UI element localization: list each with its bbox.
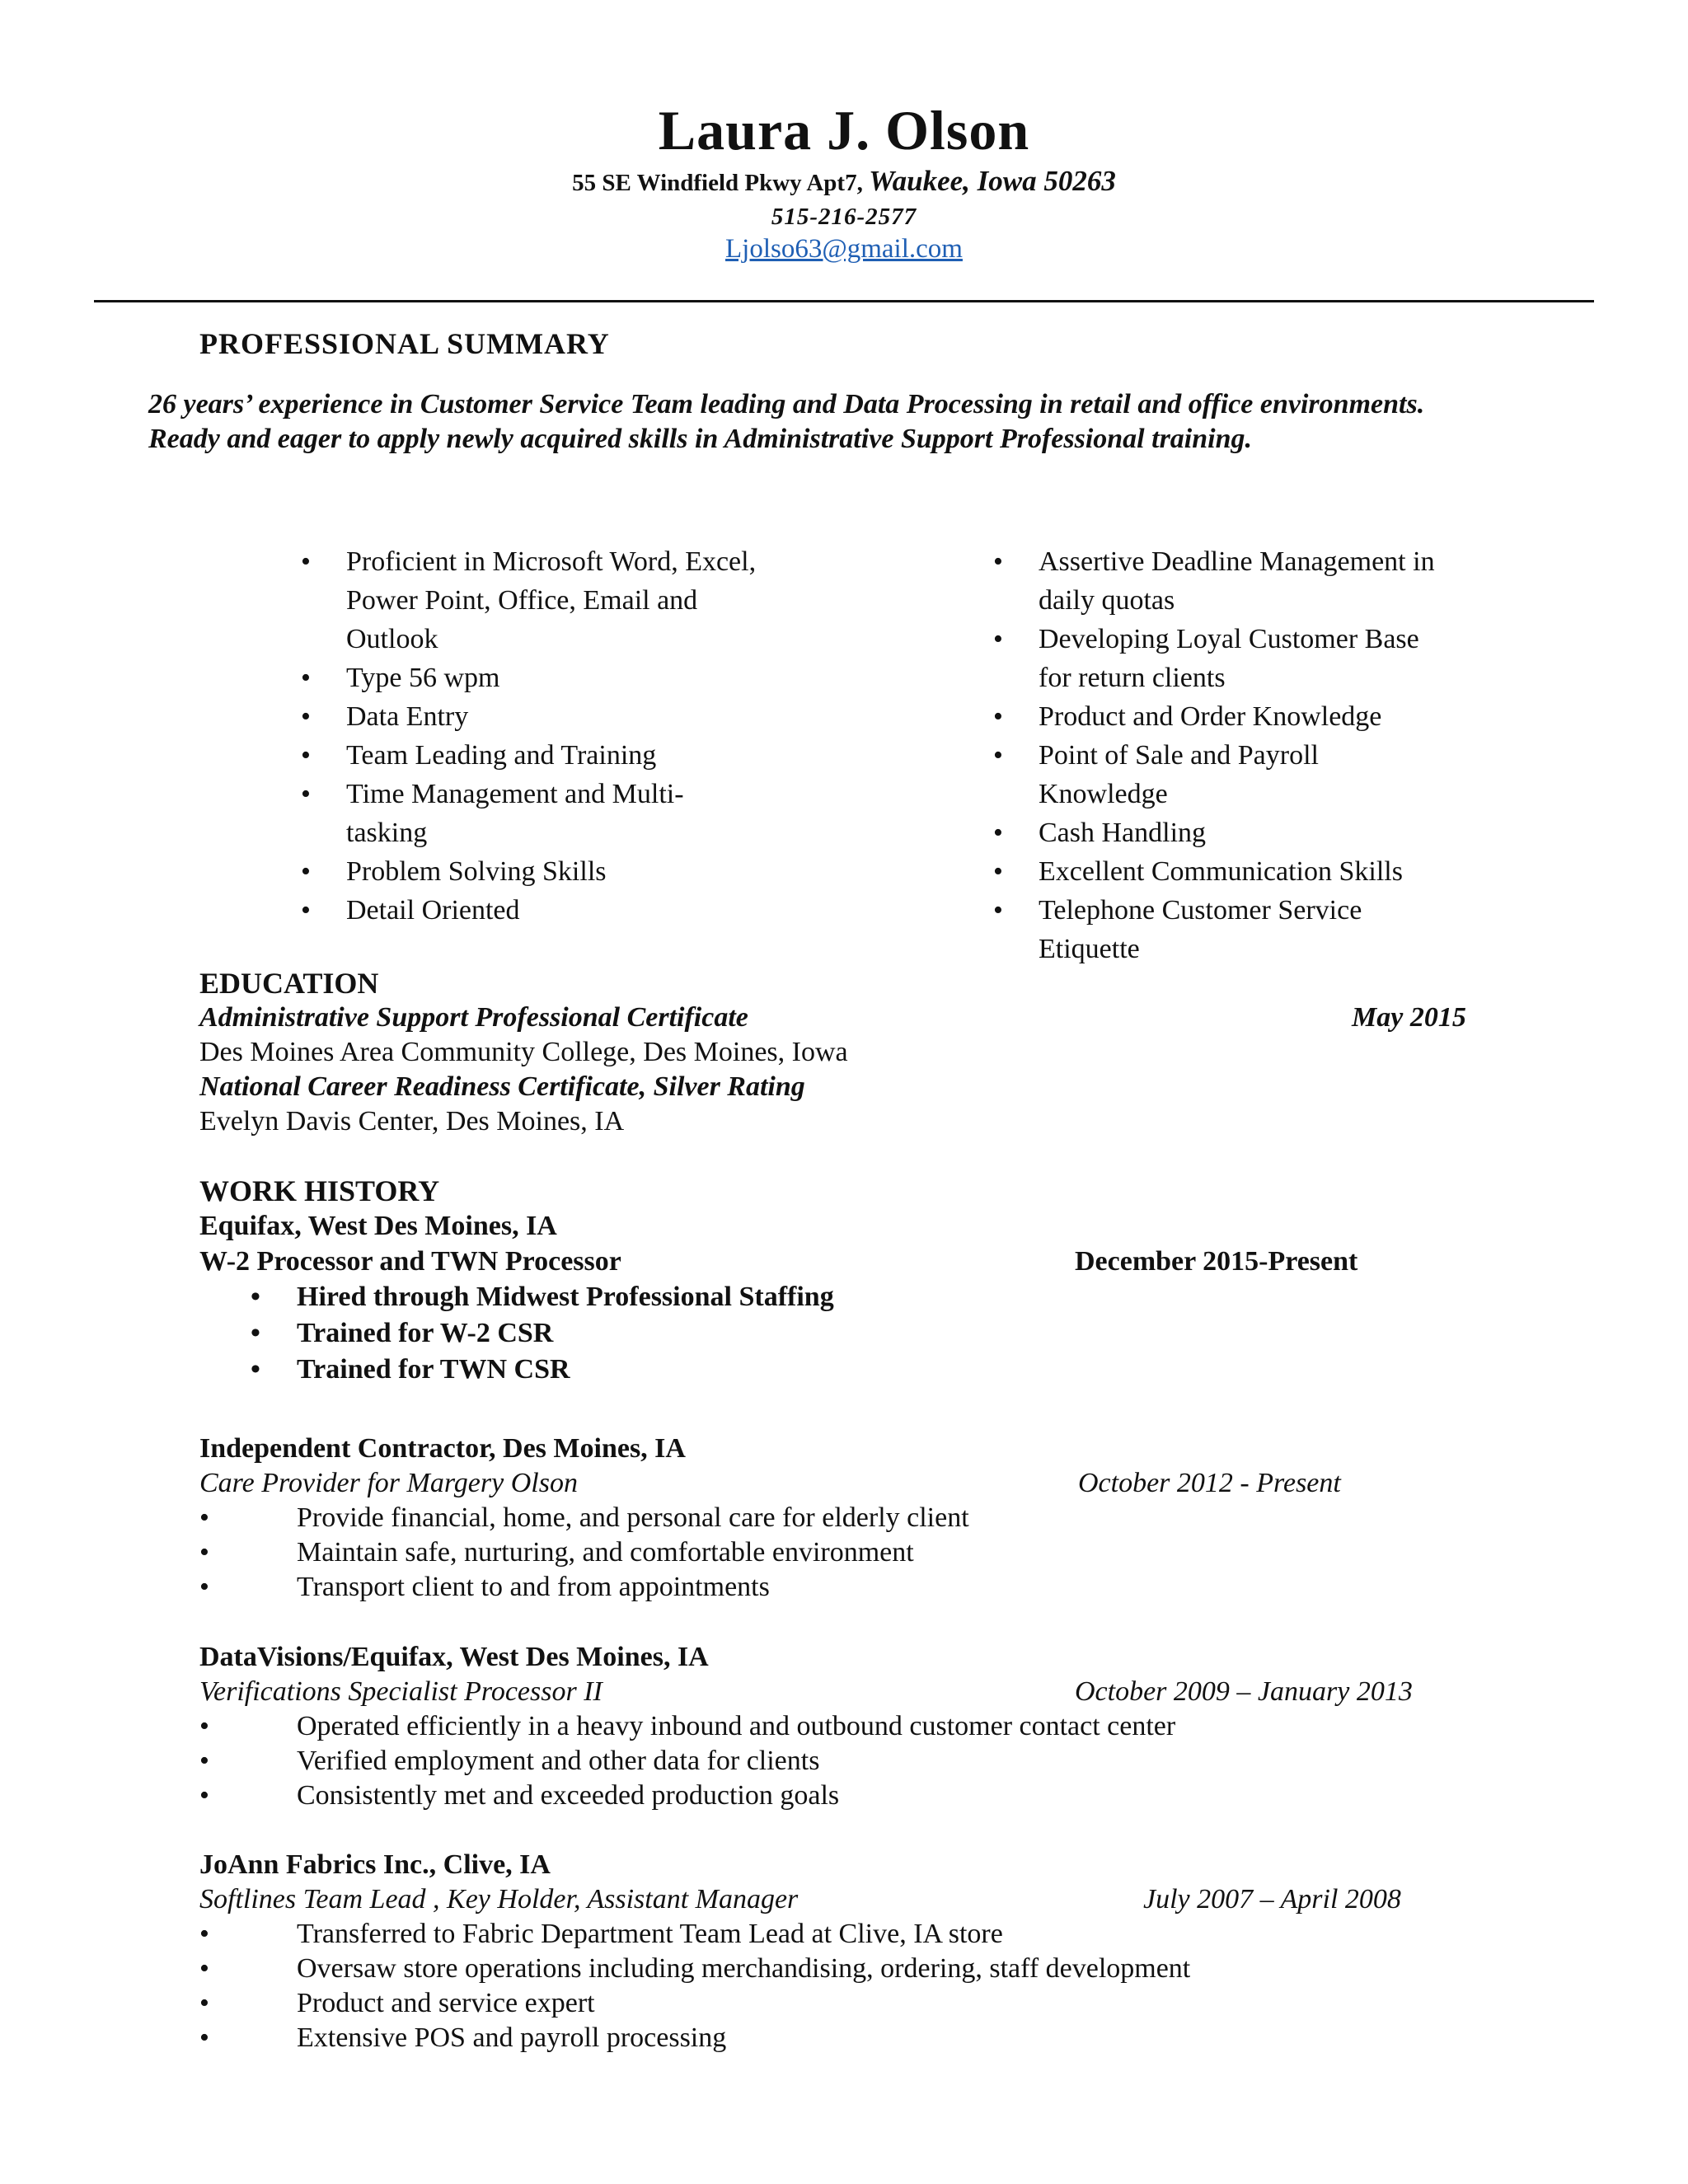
- skills-list-left: [301, 542, 857, 930]
- skill-text: Product and Order Knowledge: [1039, 701, 1382, 732]
- list-item: • Provide financial, home, and personal care for elderly client: [199, 1501, 1485, 1535]
- bullet-icon: •: [301, 701, 311, 732]
- city-state-zip: Waukee, Iowa 50263: [869, 165, 1116, 197]
- education-cert-1: Administrative Support Professional Certificate: [199, 1002, 748, 1033]
- bullet-icon: •: [199, 1502, 209, 1533]
- street-address: 55 SE Windfield Pkwy Apt7,: [572, 170, 863, 196]
- job-2-dates: October 2012 - Present: [1078, 1468, 1341, 1498]
- phone-number: 515-216-2577: [771, 204, 917, 230]
- bullet-icon: •: [199, 1537, 209, 1568]
- skill-text: Telephone Customer Service: [1039, 895, 1362, 926]
- list-item: • Transferred to Fabric Department Team Lead at Clive, IA store: [199, 1917, 1485, 1952]
- skill-text: Developing Loyal Customer Base: [1039, 624, 1419, 654]
- skill-text: Knowledge: [1039, 779, 1168, 809]
- education-cert-2: National Career Readiness Certificate, Silver Rating: [199, 1071, 805, 1102]
- bullet-icon: •: [993, 818, 1003, 848]
- job-1-bullets: [199, 1279, 1485, 1388]
- job-4-block: [199, 1847, 1485, 2055]
- address-line: [0, 163, 1688, 201]
- job-4-employer: JoAnn Fabrics Inc., Clive, IA: [199, 1849, 551, 1880]
- bullet-icon: •: [993, 895, 1003, 926]
- list-item: • Hired through Midwest Professional Staffing: [199, 1279, 1485, 1315]
- bullet-icon: •: [251, 1354, 260, 1385]
- email-link[interactable]: Ljolso63@gmail.com: [725, 234, 963, 264]
- skill-text: daily quotas: [1039, 585, 1175, 616]
- bullet-icon: •: [301, 895, 311, 926]
- list-item: • Operated efficiently in a heavy inbound and outbound customer contact center: [199, 1709, 1485, 1744]
- education-cert-1-date: May 2015: [1352, 1002, 1466, 1033]
- list-item: • Verified employment and other data for clients: [199, 1744, 1485, 1779]
- skill-text: Type 56 wpm: [346, 663, 500, 693]
- summary-line-1: 26 years’ experience in Customer Service Team leading and Data Processing in retail and office environments.: [148, 389, 1425, 419]
- skill-text: Team Leading and Training: [346, 740, 657, 771]
- skill-item: [301, 891, 857, 930]
- job-1-employer: Equifax, West Des Moines, IA: [199, 1211, 557, 1241]
- education-school-2: Evelyn Davis Center, Des Moines, IA: [199, 1106, 625, 1137]
- job-2-bullets: [199, 1501, 1485, 1605]
- bullet-icon: •: [993, 701, 1003, 732]
- bullet-icon: •: [993, 624, 1003, 654]
- summary-heading: PROFESSIONAL SUMMARY: [199, 327, 610, 360]
- candidate-name: Laura J. Olson: [658, 99, 1030, 162]
- skill-text: Data Entry: [346, 701, 469, 732]
- job-3-employer: DataVisions/Equifax, West Des Moines, IA: [199, 1642, 709, 1672]
- job-1-title-row: [199, 1244, 1485, 1279]
- job-4-bullets: [199, 1917, 1485, 2055]
- list-item: • Consistently met and exceeded production goals: [199, 1779, 1485, 1813]
- skill-item: [993, 813, 1550, 852]
- skill-text: Outlook: [346, 624, 438, 654]
- bullet-icon: •: [199, 1988, 209, 2018]
- job-2-employer: Independent Contractor, Des Moines, IA: [199, 1433, 686, 1464]
- skills-list-right: [993, 542, 1550, 968]
- bullet-icon: •: [251, 1318, 260, 1348]
- skill-item: [993, 620, 1550, 697]
- bullet-icon: •: [993, 856, 1003, 887]
- job-3-dates: October 2009 – January 2013: [1075, 1676, 1413, 1707]
- education-school-1: Des Moines Area Community College, Des Moines, Iowa: [199, 1037, 848, 1067]
- list-item: • Extensive POS and payroll processing: [199, 2021, 1485, 2055]
- job-4-dates: July 2007 – April 2008: [1143, 1884, 1401, 1915]
- skill-item: [993, 697, 1550, 736]
- skill-text: tasking: [346, 818, 428, 848]
- work-history-section: [199, 1174, 1485, 1388]
- education-cert-1-row: [199, 1001, 1485, 1035]
- bullet-icon: •: [301, 856, 311, 887]
- list-item: • Oversaw store operations including merchandising, ordering, staff development: [199, 1952, 1485, 1986]
- job-3-bullets: [199, 1709, 1485, 1813]
- skill-item: [993, 891, 1550, 968]
- summary-line-2: Ready and eager to apply newly acquired skills in Administrative Support Professional training.: [148, 424, 1253, 454]
- job-1-dates: December 2015-Present: [1075, 1246, 1358, 1277]
- list-item: • Product and service expert: [199, 1986, 1485, 2021]
- job-2-title-row: [199, 1466, 1485, 1501]
- bullet-icon: •: [301, 663, 311, 693]
- bullet-icon: •: [199, 1953, 209, 1984]
- skill-item: [301, 852, 857, 891]
- job-3-block: [199, 1639, 1485, 1813]
- skill-text: Time Management and Multi-: [346, 779, 684, 809]
- skill-text: Problem Solving Skills: [346, 856, 607, 887]
- skill-text: Power Point, Office, Email and: [346, 585, 698, 616]
- skill-text: Etiquette: [1039, 934, 1140, 964]
- list-item: • Maintain safe, nurturing, and comfortable environment: [199, 1535, 1485, 1570]
- list-item: • Trained for W-2 CSR: [199, 1315, 1485, 1352]
- job-2-title: Care Provider for Margery Olson: [199, 1468, 578, 1498]
- bullet-icon: •: [199, 2022, 209, 2053]
- bullet-icon: •: [199, 1780, 209, 1811]
- skill-text: Detail Oriented: [346, 895, 520, 926]
- education-heading: EDUCATION: [199, 967, 379, 1000]
- bullet-icon: •: [199, 1746, 209, 1776]
- skill-item: [993, 852, 1550, 891]
- job-4-title: Softlines Team Lead , Key Holder, Assistant Manager: [199, 1884, 799, 1915]
- skill-text: Excellent Communication Skills: [1039, 856, 1403, 887]
- bullet-icon: •: [301, 779, 311, 809]
- job-4-title-row: [199, 1882, 1485, 1917]
- bullet-icon: •: [993, 546, 1003, 577]
- bullet-icon: •: [251, 1282, 260, 1312]
- bullet-icon: •: [199, 1919, 209, 1949]
- job-1-title: W-2 Processor and TWN Processor: [199, 1246, 621, 1277]
- bullet-icon: •: [199, 1572, 209, 1602]
- work-history-heading: WORK HISTORY: [199, 1174, 440, 1207]
- skill-item: [301, 697, 857, 736]
- skill-text: Proficient in Microsoft Word, Excel,: [346, 546, 757, 577]
- skill-item: [301, 542, 857, 658]
- summary-text: [148, 387, 1615, 457]
- skill-text: Point of Sale and Payroll: [1039, 740, 1319, 771]
- job-2-block: [199, 1431, 1485, 1605]
- skill-item: [993, 736, 1550, 813]
- skill-text: Cash Handling: [1039, 818, 1207, 848]
- bullet-icon: •: [301, 546, 311, 577]
- bullet-icon: •: [199, 1711, 209, 1741]
- list-item: • Trained for TWN CSR: [199, 1352, 1485, 1388]
- bullet-icon: •: [993, 740, 1003, 771]
- skill-text: Assertive Deadline Management in: [1039, 546, 1435, 577]
- skill-text: for return clients: [1039, 663, 1226, 693]
- job-3-title: Verifications Specialist Processor II: [199, 1676, 603, 1707]
- skill-item: [301, 775, 857, 852]
- list-item: • Transport client to and from appointments: [199, 1570, 1485, 1605]
- skill-item: [993, 542, 1550, 620]
- header-divider: [94, 300, 1594, 302]
- bullet-icon: •: [301, 740, 311, 771]
- skill-item: [301, 658, 857, 697]
- job-3-title-row: [199, 1675, 1485, 1709]
- resume-header: [0, 97, 1688, 265]
- education-section: [199, 966, 1485, 1139]
- skill-item: [301, 736, 857, 775]
